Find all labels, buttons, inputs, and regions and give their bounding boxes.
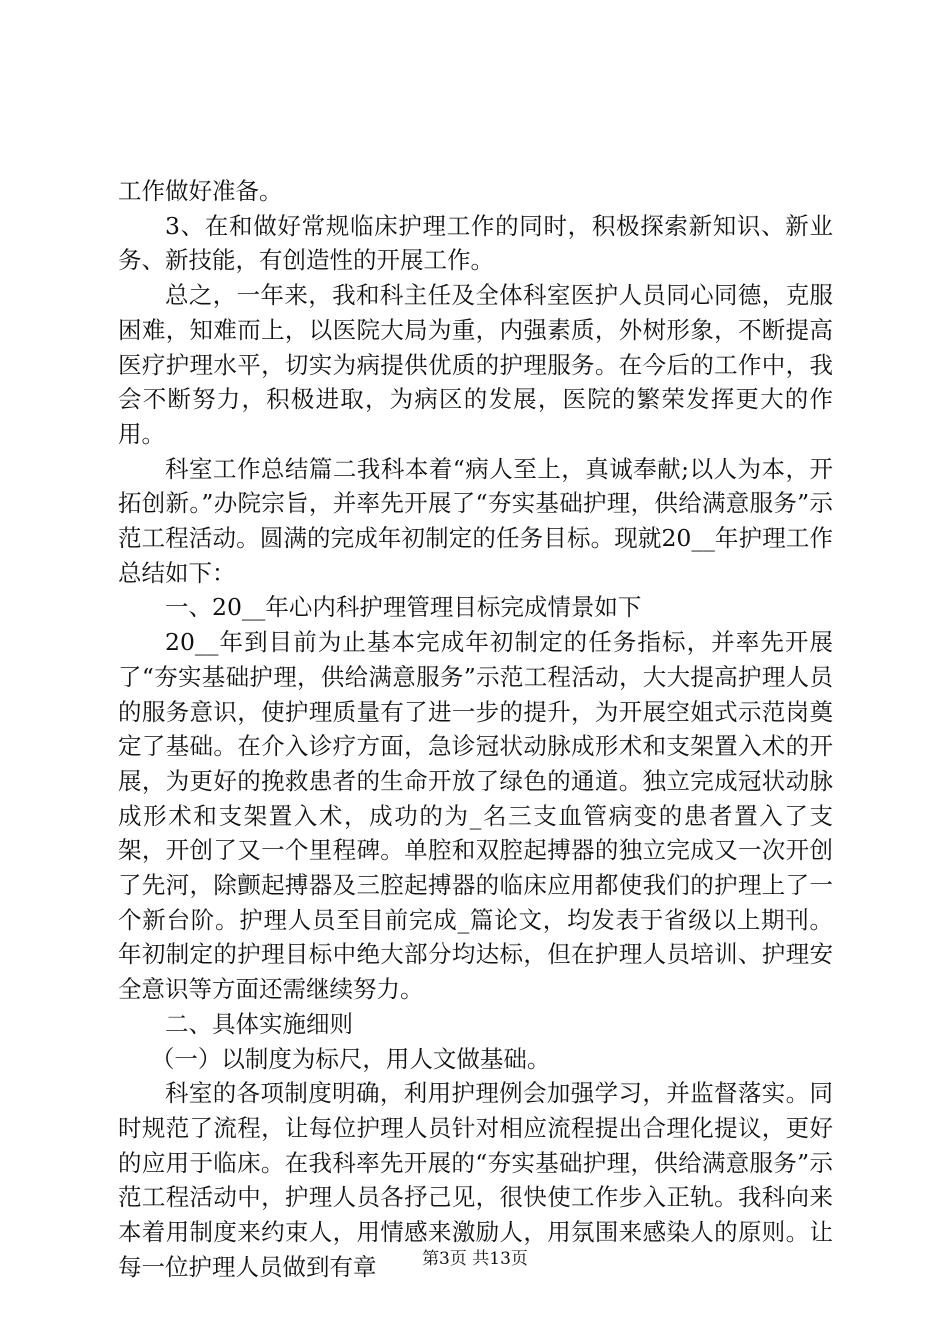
paragraph-2: 3、在和做好常规临床护理工作的同时，积极探索新知识、新业务、新技能，有创造性的开展工作。 <box>118 211 833 275</box>
paragraph-1: 工作做好准备。 <box>118 177 283 205</box>
section-heading-1: 一、20__年心内科护理管理目标完成情景如下 <box>165 593 642 622</box>
body-text <box>118 174 833 1285</box>
paragraph-4: 科室工作总结篇二我科本着“病人至上，真诚奉献;以人为本，开拓创新。”办院宗旨，并率先开展了“夯实基础护理，供给满意服务”示范工程活动。圆满的完成年初制定的任务目标。现就20__年护理工作总结如下： <box>118 454 833 587</box>
page-number-footer: 第3页 共13页 <box>422 1249 528 1269</box>
paragraph-5: 20__年到目前为止基本完成年初制定的任务指标，并率先开展了“夯实基础护理，供给满意服务”示范工程活动，大大提高护理人员的服务意识，使护理质量有了进一步的提升，为开展空姐式示范岗奠定了基础。在介入诊疗方面，急诊冠状动脉成形术和支架置入术的开展，为更好的挽救患者的生命开放了绿色的通道。独立完成冠状动脉成形术和支架置入术，成功的为_名三支血管病变的患者置入了支架，开创了又一个里程碑。单腔和双腔起搏器的独立完成又一次开创了先河，除颤起搏器及三腔起搏器的临床应用都使我们的护理上了一个新台阶。护理人员至目前完成_篇论文，均发表于省级以上期刊。年初制定的护理目标中绝大部分均达标，但在护理人员培训、护理安全意识等方面还需继续努力。 <box>118 628 833 1004</box>
subsection-heading-1: （一）以制度为标尺，用人文做基础。 <box>150 1044 551 1073</box>
paragraph-6: 科室的各项制度明确，利用护理例会加强学习，并监督落实。同时规范了流程，让每位护理人员针对相应流程提出合理化提议，更好的应用于临床。在我科率先开展的“夯实基础护理，供给满意服务”示范工程活动中，护理人员各抒己见，很快使工作步入正轨。我科向来本着用制度来约束人，用情感来激励人，用氛围来感染人的原则。让每一位护理人员做到有章 <box>118 1079 833 1281</box>
section-heading-2: 二、具体实施细则 <box>165 1009 353 1038</box>
paragraph-3: 总之，一年来，我和科主任及全体科室医护人员同心同德，克服困难，知难而上，以医院大局为重，内强素质，外树形象，不断提高医疗护理水平，切实为病提供优质的护理服务。在今后的工作中，我会不断努力，积极进取，为病区的发展，医院的繁荣发挥更大的作用。 <box>118 281 833 448</box>
